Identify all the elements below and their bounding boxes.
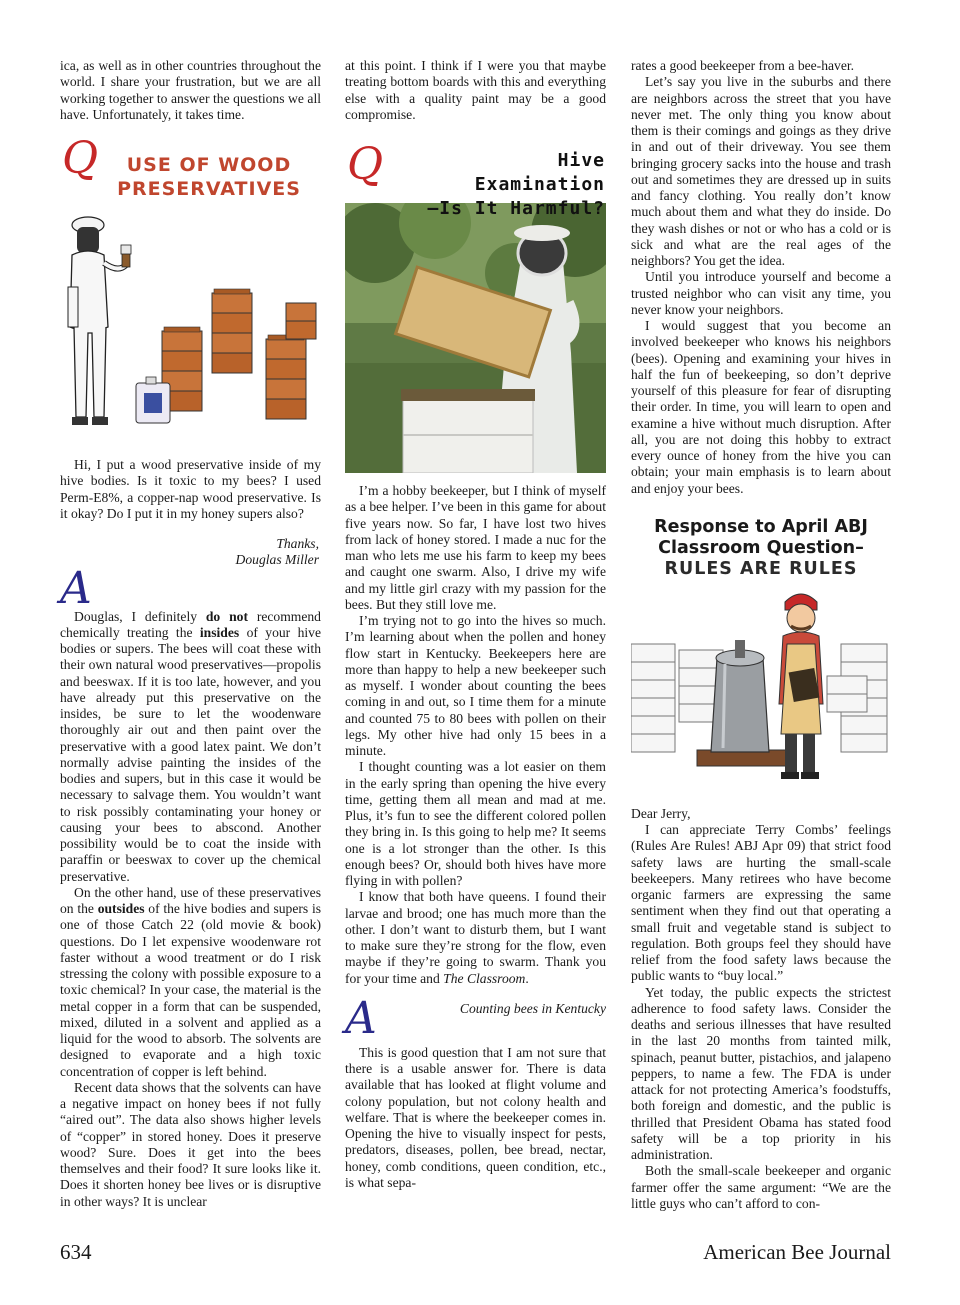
page-number: 634 bbox=[60, 1240, 92, 1264]
heading-hive-examination bbox=[417, 149, 605, 221]
exam-answer-paragraph: This is good question that I am not sure that there is a usable answer for. There is data available that has looked at flight volume and colony population, but not colony health and welfare. That is where the beekeeper comes in. Opening the hive to visually inspect for pests, predators, diseases, pollen, bee bread, nectar, honey, comb conditions, queen condition, etc., is what sepa- bbox=[345, 1044, 606, 1190]
exam-answer-heading bbox=[345, 992, 606, 1045]
exam-question-paragraph-3: I thought counting was a lot easier on them in the early spring than opening the hive every time, getting them all mean and mad at me. Plus, it’s fun to see the different colored pollen they bring in. Is this going to help me? It seems one is a lot stronger than the other. Is this enough bees? Or, should both hives have more flying in with pollen? bbox=[345, 759, 606, 888]
preservative-jug-icon bbox=[136, 377, 170, 423]
hive-stack-4 bbox=[286, 303, 316, 339]
neighbors-paragraph-2: Until you introduce yourself and become a trusted neighbor who can visit any time, you never know your neighbors. bbox=[631, 269, 891, 317]
col2-continued-paragraph: at this point. I think if I were you that maybe treating bottom boards with this and everything else with a quality paint may be a good compromise. bbox=[345, 58, 606, 122]
rules-illustration bbox=[631, 584, 891, 796]
hive-examination-photo bbox=[345, 203, 606, 473]
wood-preservative-illustration bbox=[60, 207, 321, 435]
beekeeper-man bbox=[779, 594, 823, 779]
hive-stack-3 bbox=[266, 335, 306, 419]
a-mark: A bbox=[345, 992, 377, 1044]
heading-line-1: USE OF WOOD bbox=[126, 154, 292, 176]
hive-stack-2 bbox=[212, 289, 252, 373]
neighbors-paragraph-3: I would suggest that you become an involved beekeeper who knows his neighbors (bees). Opening and examining your hives in half the fun of beekeeping, so don’t deprive yourself of this pleasure for fear of disrupting their order. In time, you will learn to open and examine a hive without much disruption. After all, you are not doing this hobby to extract every ounce of honey from the hive you can obtain; your main emphasis is to learn about and enjoy your bees. bbox=[631, 318, 891, 496]
response-heading-line-2: Classroom Question– bbox=[658, 537, 864, 558]
neighbors-paragraph-1: Let’s say you live in the suburbs and there are neighbors across the street that you have never met. The only thing you know about them is their comings and goings as they drive in and out of their driveway. You see them bringing grocery sacks into the house and trash out and sometimes they are dressed up in suits and fancy clothing. You really don’t know much about them and what they do inside. Do they wash dishes or not or who has a cold or is sick and what are the real ages of the neighbors? You get the idea. bbox=[631, 74, 891, 268]
q-mark: Q bbox=[347, 139, 384, 190]
journal-name: American Bee Journal bbox=[703, 1240, 891, 1264]
beekeeper-figure bbox=[68, 217, 131, 425]
a-mark: A bbox=[60, 562, 92, 614]
exam-signature: Counting bees in Kentucky bbox=[459, 1000, 606, 1016]
col3-continued-paragraph: rates a good beekeeper from a bee-haver. bbox=[631, 58, 855, 73]
wood-answer-paragraph-2: On the other hand, use of these preservatives on the outsides of the hive bodies and supers is one of those Catch 22 (old movie & book) questions. Do I let expensive woodenware rot faster without a wood treatment or do I risk stressing the colony with possible exposure to a toxic chemical? In your case, the material is the metal copper in a form that can be suspended, mixed, diluted in a solvent and applied as a liquid for the wood to absorb. The solvents are designed to evaporate and a high toxic concentration of copper is left behind. bbox=[60, 884, 322, 1079]
signature-block bbox=[60, 536, 321, 569]
letter-paragraph-3: Both the small-scale beekeeper and organic farmer offer the same argument: “We are the little guys who can’t afford to con- bbox=[631, 1163, 891, 1211]
wood-question-paragraph: Hi, I put a wood preservative inside of my hive bodies. Is it toxic to my bees? I used Perm-E8%, a copper-nap wood preservative. Is it okay? Do I put it in my honey supers also? bbox=[60, 457, 321, 521]
exam-question-paragraph-4: I know that both have queens. I found their larvae and brood; one has much more than the other. I don’t want to disturb them, but I want to make sure they’re strong for the flow, even maybe if they’re going to swarm. Thank you for your time and The Classroom. bbox=[345, 889, 606, 986]
letter-paragraph-1: I can appreciate Terry Combs’ feelings (Rules Are Rules! ABJ Apr 09) that strict food safety laws are hurting the small-scale beekeepers. Many retirees who have become organic farmers are expressing the same sentiment when they find out that operating a small fruit and vegetable stand is subject to regulation. Both groups feel they should have relief from the food safety laws because the public wants to “buy local.” bbox=[631, 822, 891, 984]
heading-line-2: —Is It Harmful? bbox=[427, 198, 605, 219]
exam-question-paragraph-2: I’m trying not to go into the hives so much. I’m learning about when the pollen and honey flow start in Kentucky. Beekeepers here are more than happy to help a new beekeeper such as myself. I wonder about counting the bees coming in and out, so I time them for a minute and counted 75 to 80 bees with pollen on their legs. My other hive had only 15 bees in a minute. bbox=[345, 613, 606, 758]
signature-name: Douglas Miller bbox=[235, 552, 319, 568]
heading-wood-preservatives bbox=[98, 153, 320, 201]
response-heading bbox=[631, 517, 891, 580]
signature-thanks: Thanks, bbox=[276, 536, 319, 551]
wood-answer-paragraph-3: Recent data shows that the solvents can have a negative impact on honey bees if not fully “aired out”. The data also shows higher levels of “copper” in stored honey. Does it preserve wood? Sure. Does it get into the bees themselves and their food? It sure looks like it. Does it shorten honey bee lives or is disruptive in other ways? It is unclear bbox=[60, 1079, 321, 1209]
letter-paragraph-2: Yet today, the public expects the strictest adherence to food safety laws. Consider the deaths and serious illnesses that have resulted in the last 20 months from tainted milk, spinach, peanut butter, pistachios, and jalapeno peppers, to name a few. The FDA is under attack for not protecting America’s foodstuffs, both foreign and domestic, and the public is thrilled that President Obama has stated food safety will be a top priority in his administration. bbox=[631, 984, 891, 1162]
column-2 bbox=[345, 58, 606, 1191]
response-heading-line-3: RULES ARE RULES bbox=[664, 558, 858, 579]
column-3 bbox=[631, 58, 891, 1212]
q-mark: Q bbox=[62, 133, 99, 184]
response-heading-line-1: Response to April ABJ bbox=[654, 516, 868, 537]
question-heading-exam bbox=[345, 139, 606, 219]
heading-line-1: Hive Examination bbox=[474, 150, 605, 195]
col1-continued-paragraph: ica, as well as in other countries throughout the world. I share your frustration, but we are all working together to answer the questions we all have. Unfortunately, it takes time. bbox=[60, 58, 321, 122]
column-1 bbox=[60, 58, 321, 1210]
wood-answer-paragraph-1: Douglas, I definitely do not recommend chemically treating the insides of your hive bodies or supers. The bees will coat these with their own natural wood preservatives—propolis and beeswax. If it is too late, however, and you have already put this preservative on the insides, be sure to let the woodenware thoroughly air out and then paint over the preservative with a good latex paint. We don’t normally advise painting the insides of the bodies and supers, but in this case it would be necessary to salvage them. You wouldn’t want to risk possibly contaminating your honey or causing your bees to abscond. Another possibility would be to coat the inside with paraffin or beeswax to cover up the chemical preservative. bbox=[60, 608, 321, 884]
letter-salutation: Dear Jerry, bbox=[631, 805, 691, 821]
question-heading-wood bbox=[60, 133, 321, 207]
exam-question-paragraph-1: I’m a hobby beekeeper, but I think of myself as a bee helper. I’ve been in this game for about five years now. So far, I have lost two hives from lack of honey stored. I made a nuc for the man who lets me use his farm to keep my bees and caught one swarm. Also, I drive my wife and my little girl crazy with my passion for the bees. But they still love me. bbox=[345, 483, 606, 612]
heading-line-2: PRESERVATIVES bbox=[117, 178, 301, 200]
